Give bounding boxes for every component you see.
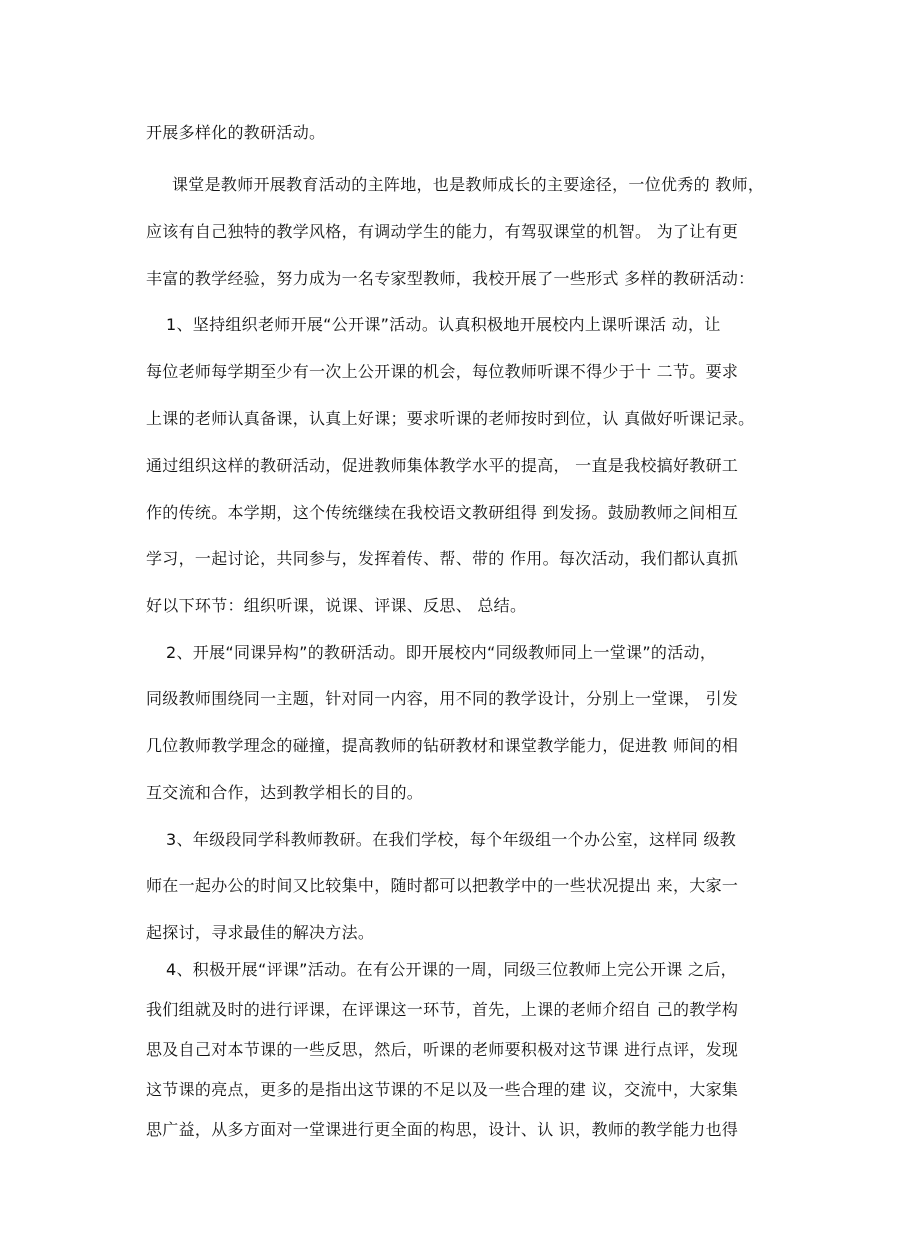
text-line: 上课的老师认真备课，认真上好课；要求听课的老师按时到位，认 真做好听课记录。 (146, 409, 755, 428)
text-line: 同级教师围绕同一主题，针对同一内容，用不同的教学设计，分别上一堂课， 引发 (146, 689, 739, 708)
text-line: 起探讨，寻求最佳的解决方法。 (146, 923, 375, 942)
text-line: 师在一起办公的时间又比较集中，随时都可以把教学中的一些状况提出 来，大家一 (146, 876, 739, 895)
text-line: 4、积极开展“评课”活动。在有公开课的一周，同级三位教师上完公开课 之后， (166, 960, 737, 979)
text-line: 应该有自己独特的教学风格，有调动学生的能力，有驾驭课堂的机智。 为了让有更 (146, 222, 739, 241)
text-line: 这节课的亮点，更多的是指出这节课的不足以及一些合理的建 议，交流中，大家集 (146, 1080, 739, 1099)
text-line: 每位老师每学期至少有一次上公开课的机会，每位教师听课不得少于十 二节。要求 (146, 362, 739, 381)
text-line: 思及自己对本节课的一些反思，然后，听课的老师要积极对这节课 进行点评，发现 (146, 1040, 739, 1059)
text-line: 几位教师教学理念的碰撞，提高教师的钻研教材和课堂教学能力，促进教 师间的相 (146, 736, 739, 755)
text-line: 2、开展“同课异构”的教研活动。即开展校内“同级教师同上一堂课”的活动， (166, 643, 717, 662)
text-line: 课堂是教师开展教育活动的主阵地，也是教师成长的主要途径，一位优秀的 教师， (172, 175, 765, 194)
text-line: 丰富的教学经验，努力成为一名专家型教师，我校开展了一些形式 多样的教研活动： (146, 269, 755, 288)
text-line: 好以下环节：组织听课，说课、评课、反思、 总结。 (146, 596, 527, 615)
text-line: 作的传统。本学期，这个传统继续在我校语文教研组得 到发扬。鼓励教师之间相互 (146, 503, 739, 522)
text-line: 开展多样化的教研活动。 (146, 123, 326, 142)
text-line: 3、年级段同学科教师教研。在我们学校，每个年级组一个办公室，这样同 级教 (166, 830, 737, 849)
text-line: 我们组就及时的进行评课，在评课这一环节，首先，上课的老师介绍自 己的教学构 (146, 1000, 739, 1019)
text-line: 思广益，从多方面对一堂课进行更全面的构思，设计、认 识，教师的教学能力也得 (146, 1120, 739, 1139)
text-line: 1、坚持组织老师开展“公开课”活动。认真积极地开展校内上课听课活 动，让 (166, 315, 721, 334)
text-line: 学习，一起讨论，共同参与，发挥着传、帮、带的 作用。每次活动，我们都认真抓 (146, 549, 739, 568)
text-line: 互交流和合作，达到教学相长的目的。 (146, 783, 424, 802)
text-line: 通过组织这样的教研活动，促进教师集体教学水平的提高， 一直是我校搞好教研工 (146, 456, 739, 475)
